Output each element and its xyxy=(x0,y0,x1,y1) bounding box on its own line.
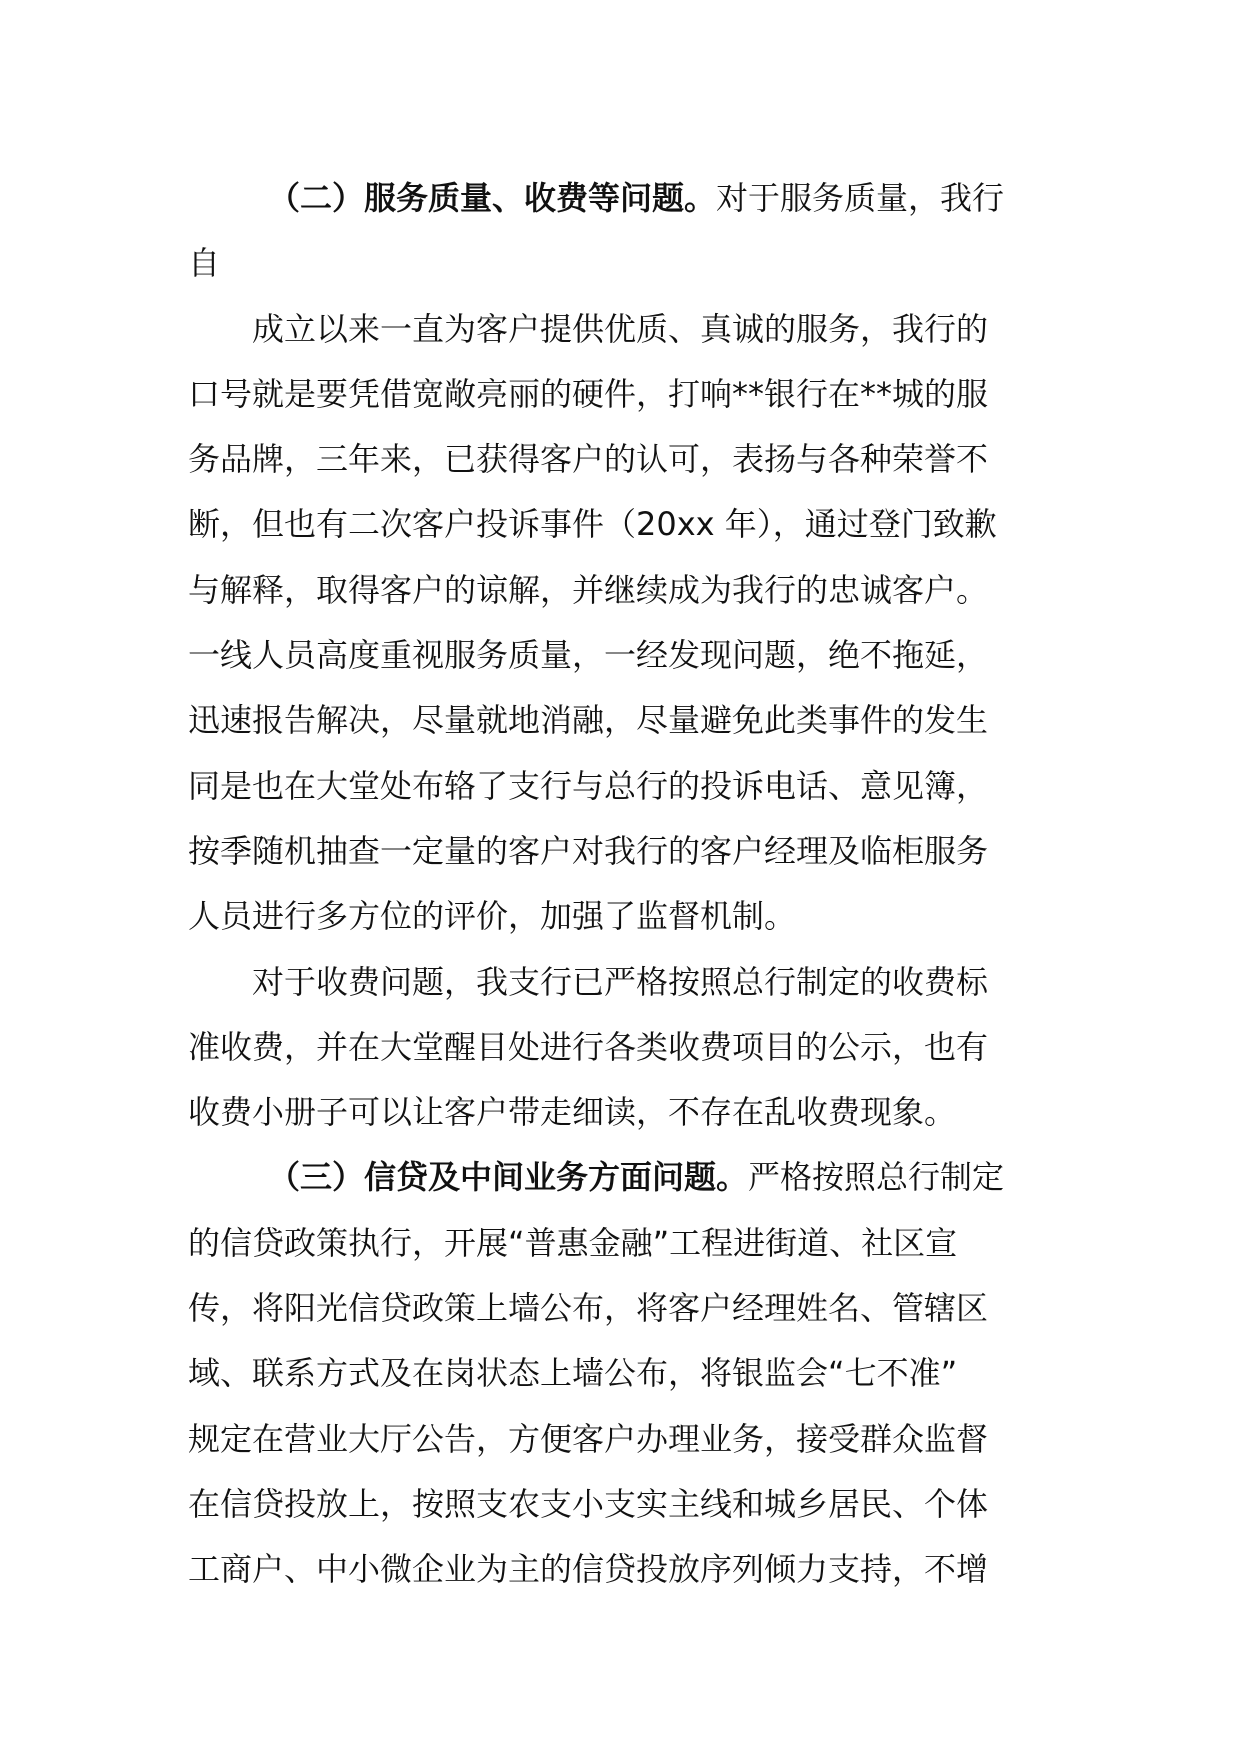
paragraph-line: 在信贷投放上，按照支农支小支实主线和城乡居民、个体 xyxy=(188,1484,989,1523)
paragraph-line: 的信贷政策执行，开展“普惠金融”工程进街道、社区宣 xyxy=(188,1223,958,1262)
section-3-heading-line xyxy=(188,1145,1068,1210)
paragraph-line: 人员进行多方位的评价，加强了监督机制。 xyxy=(188,897,797,936)
section-2-heading: （二）服务质量、收费等问题。 xyxy=(268,179,717,217)
paragraph-line: 对于收费问题，我支行已严格按照总行制定的收费标 xyxy=(252,962,989,1001)
paragraph-line: 口号就是要凭借宽敞亮丽的硬件，打响**银行在**城的服 xyxy=(188,374,989,413)
paragraph-line: 工商户、中小微企业为主的信贷投放序列倾力支持，不增 xyxy=(188,1550,989,1589)
body-text xyxy=(188,166,1068,1603)
paragraph-line: 迅速报告解决，尽量就地消融，尽量避免此类事件的发生 xyxy=(188,701,989,740)
paragraph-line: 规定在营业大厅公告，方便客户办理业务，接受群众监督 xyxy=(188,1419,989,1458)
section-2-intro: 对于服务质量，我行 xyxy=(716,179,1005,217)
paragraph-line: 域、联系方式及在岗状态上墙公布，将银监会“七不准” xyxy=(188,1354,958,1393)
section-3-intro: 严格按照总行制定 xyxy=(748,1158,1005,1197)
paragraph-line: 自 xyxy=(188,244,221,283)
section-2-heading-line xyxy=(188,166,1068,231)
paragraph-line: 准收费，并在大堂醒目处进行各类收费项目的公示，也有 xyxy=(188,1027,989,1066)
paragraph-line: 按季随机抽查一定量的客户对我行的客户经理及临柜服务 xyxy=(188,831,989,870)
paragraph-line: 断，但也有二次客户投诉事件（20xx 年），通过登门致歉 xyxy=(188,505,997,544)
paragraph-line: 一线人员高度重视服务质量，一经发现问题，绝不拖延， xyxy=(188,636,989,675)
paragraph-line: 成立以来一直为客户提供优质、真诚的服务，我行的 xyxy=(252,309,989,348)
paragraph-line: 务品牌，三年来，已获得客户的认可，表扬与各种荣誉不 xyxy=(188,440,989,479)
section-3-heading: （三）信贷及中间业务方面问题。 xyxy=(268,1158,749,1197)
paragraph-line: 收费小册子可以让客户带走细读，不存在乱收费现象。 xyxy=(188,1093,957,1132)
paragraph-line: 与解释，取得客户的谅解，并继续成为我行的忠诚客户。 xyxy=(188,570,989,609)
paragraph-line: 传，将阳光信贷政策上墙公布，将客户经理姓名、管辖区 xyxy=(188,1289,989,1328)
paragraph-line: 同是也在大堂处布辂了支行与总行的投诉电话、意见簿， xyxy=(188,766,989,805)
